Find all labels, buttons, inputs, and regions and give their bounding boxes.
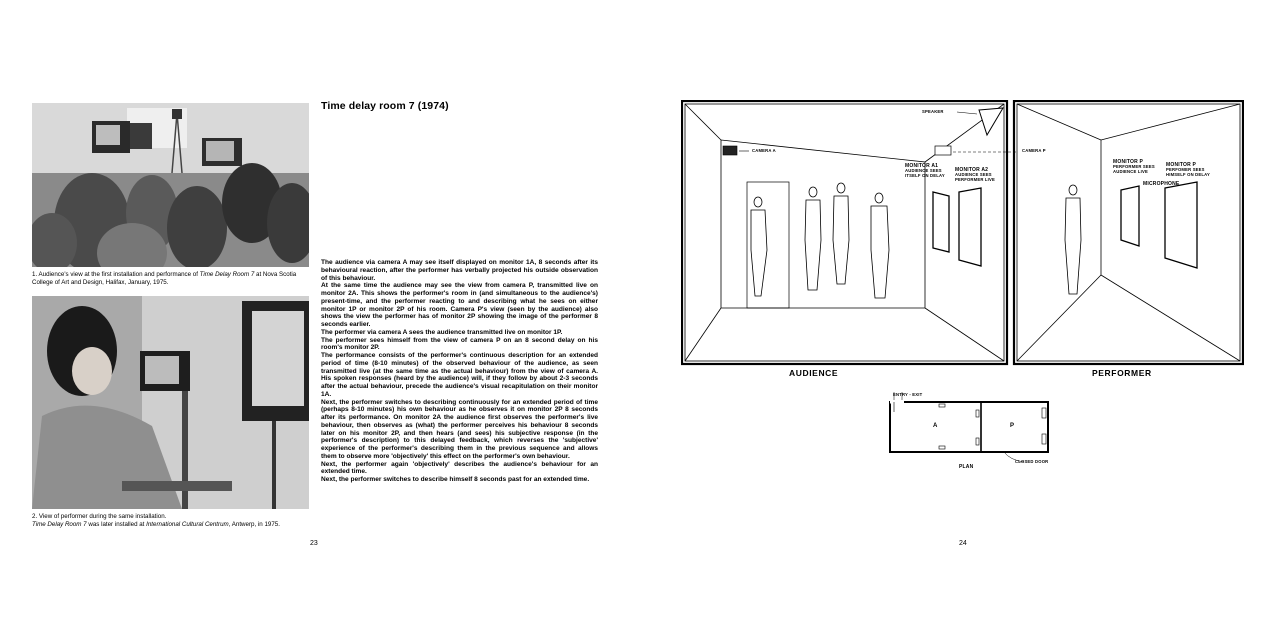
plan-label: PLAN [959,464,974,470]
monitor-a2-line2: PERFORMER LIVE [955,176,996,182]
paragraph: The performer via camera A sees the audience transmitted live on monitor 1P. [321,328,563,336]
monitor-a1-title: MONITOR A1 [905,163,939,169]
monitor-a1-line2: ITSELF ON DELAY [905,172,945,178]
paragraph: Next, the performer switches to describe himself 8 seconds past for an extended time. [321,476,590,483]
closed-door-label: CLOSED DOOR [1015,459,1049,464]
camera-p-label: CAMERA P [1022,148,1046,153]
photo2-caption-line1: 2. View of performer during the same installation. [32,513,167,520]
page-number-right: 24 [959,540,967,547]
monitor-a2-label [955,168,995,182]
monitor-p1-line2: AUDIENCE LIVE [1113,168,1148,174]
monitor-p1-line1: PERFORMER SEES [1113,163,1155,169]
installation-diagram [681,100,1244,366]
audience-view-photo-illustration [32,103,309,267]
paragraph: Next, the performer again 'objectively' describes the audience's behaviour for an extended time. [321,460,598,476]
monitor-a1-line1: AUDIENCE SEES [905,167,942,173]
paragraph: Next, the performer switches to describing continuously for an extended period of time (perhaps 8-10 minutes) his own behaviour as he observes it on monitor 2P 8 seconds after its performance. On monitor 2A the audience first observes the performer's live behaviour, then observes as (what) the performer perceives his behaviour 8 seconds later on his monitor 2P, and then hears (and sees) his subjective response (in the performer's description) to this delayed feedback, which reverses the 'subjective' experience of the performer's describing them in the previous sequence and allows them to observe more 'objectively' this effect on the performer's own behaviour. [321,398,598,460]
installation-diagram-drawing [681,100,1244,366]
room-a-label: A [933,423,938,429]
performer-view-photo-illustration [32,296,309,509]
photo2-caption-line2: Time Delay Room 7 was later installed at International Cultural Centrum, Antwerp, in 1975. [32,520,280,528]
photo2-caption [32,513,312,528]
monitor-p2-title: MONITOR P [1166,162,1197,168]
audience-label: AUDIENCE [789,368,839,378]
body-text [321,259,598,484]
performer-view-photo [32,296,309,509]
page-number-left: 23 [310,540,318,547]
camera-a-label: CAMERA A [752,148,776,153]
page-title: Time delay room 7 (1974) [321,100,449,112]
monitor-a2-title: MONITOR A2 [955,167,989,173]
performer-label: PERFORMER [1092,368,1152,378]
audience-view-photo [32,103,309,267]
monitor-p2-label [1166,163,1210,177]
paragraph: At the same time the audience may see the view from camera P, transmitted live on monitor 2A. This shows the performer's room in (and simultaneous to the audience's) present-time, and the performer reacting to and describing what he sees on either monitor 1P or monitor 2P of his room. Camera P's view (seen by the audience) also shows the view the performer has of monitor 2P showing the image of the performer 8 seconds earlier. [321,282,598,328]
monitor-p1-label [1113,160,1155,174]
paragraph: The performance consists of the performer's continuous description for an extended period of time (8-10 minutes) of the observed behaviour of the audience, as seen transmitted live (at the same time as the actual behaviour) from the view of camera A. His spoken responses (heard by the audience) will, if they follow by about 2-3 seconds after the actual behaviour, precede the audience's visual recapitulation on their monitor 1A. [321,352,598,398]
microphone-label: MICROPHONE [1143,181,1180,187]
entry-exit-label: ENTRY - EXIT [893,392,923,397]
monitor-a2-line1: AUDIENCE SEES [955,171,992,177]
monitor-p2-line1: PERFOMER SEES [1166,166,1205,172]
monitor-p1-title: MONITOR P [1113,159,1144,165]
monitor-a1-label [905,164,945,178]
photo1-caption: 1. Audience's view at the first installation and performance of Time Delay Room 7 at Nova Scotia College of Art and Design, Halifax, January, 1975. [32,271,297,286]
paragraph: The audience via camera A may see itself displayed on monitor 1A, 8 seconds after its behavioural reaction, after the performer has verbally projected his outside observation of this behaviour. [321,259,598,282]
room-p-label: P [1010,423,1015,429]
paragraph: The performer sees himself from the view of camera P on an 8 second delay on his room's monitor 2P. [321,336,598,352]
speaker-label: SPEAKER [922,109,944,114]
monitor-p2-line2: HIMSELF ON DELAY [1166,171,1210,177]
